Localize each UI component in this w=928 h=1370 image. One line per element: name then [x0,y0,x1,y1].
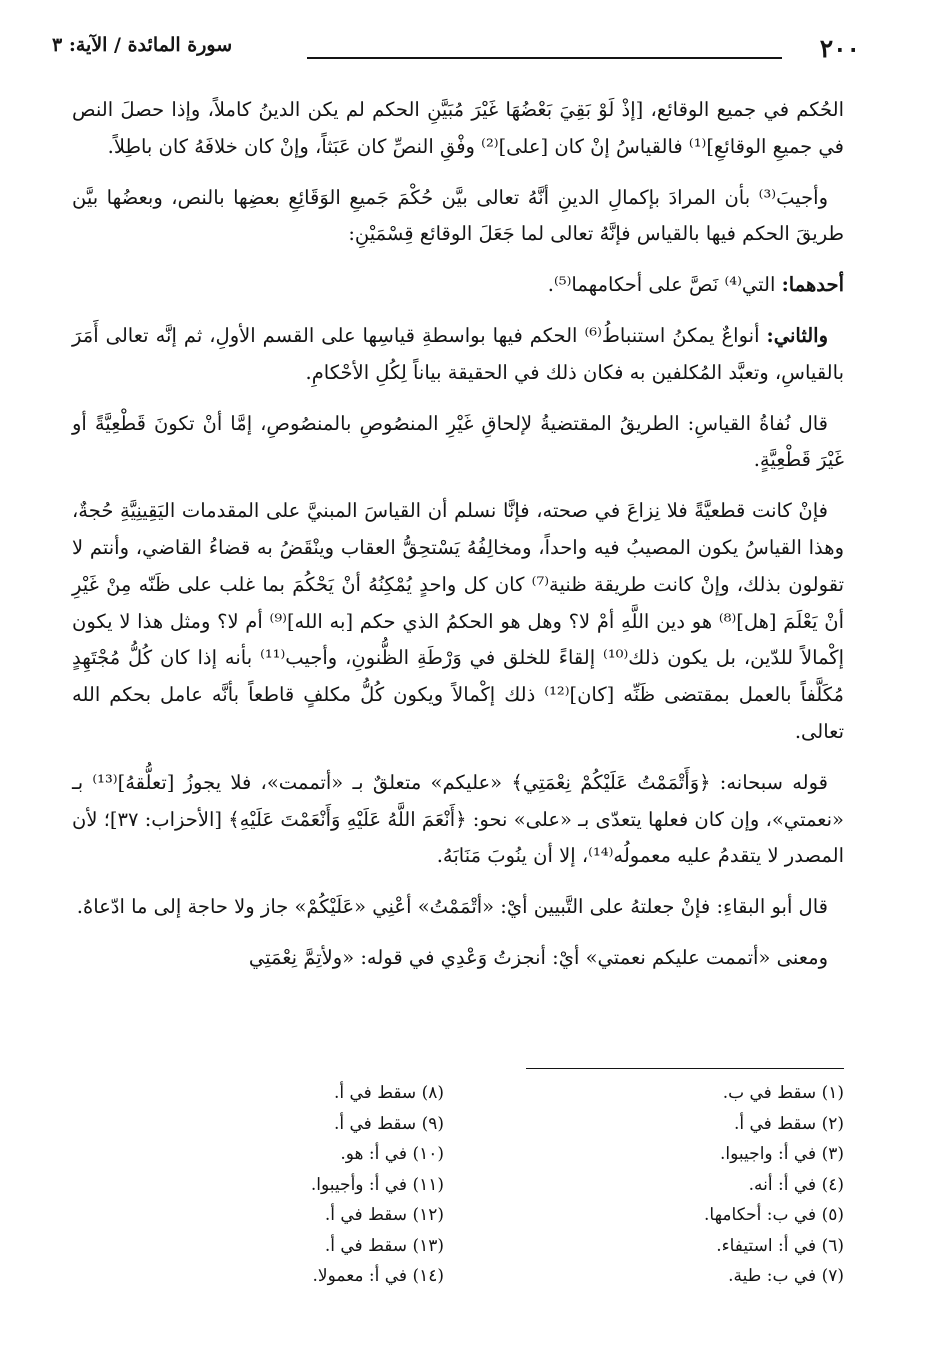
paragraph-text: وأجيبَ⁽³⁾ بأن المرادَ بإكمالِ الدينِ أنَّهُ تعالى بيَّن حُكْمَ جَميعِ الوَقَائِعِ بعضِها بالنص، وبعضُها بيَّن طريقَ الحكم فيها بالقياس فإنَّهُ تعالى لما جَعَلَ الوقائع قِسْمَيْنِ: [72,185,844,246]
footnote: (٢) سقط في أ. [733,1113,844,1134]
footnote: (١٢) سقط في أ. [324,1205,444,1225]
paragraph [72,889,844,926]
paragraph [72,318,844,392]
footnote: (٩) سقط في أ. [333,1113,444,1134]
page-number: ٢٠٠ [819,34,860,63]
paragraph-text: قال نُفاةُ القياسِ: الطريقُ المقتضيةُ لإلحاقِ غَيْرِ المنصُوصِ بالمنصُوصِ، إمَّا أنْ تكونَ قَطْعِيَّةً أو غَيْرَ قَطْعِيَّةٍ. [72,411,844,472]
paragraph-text: الحُكم في جميع الوقائع، [إذْ لَوْ بَقِيَ بَعْضُهَا غَيْرَ مُبَيَّنِ الحكم لم يكن الدينُ كاملاً، وإذا حصلَ النص في جميعِ الوقائعِ]⁽¹⁾ فالقياسُ إنْ كان [على]⁽²⁾ وفْقِ النصِّ كان عَبَثاً، وإنْ كان خلافَهُ كان باطِلاً. [72,98,844,158]
paragraph [72,940,844,977]
paragraph [72,765,844,875]
page-header [52,30,860,70]
paragraph-text: قوله سبحانه: ﴿وَأَتْمَمْتُ عَلَيْكُمْ نِعْمَتِي﴾ «عليكم» متعلقٌ بـ «أتممت»، فلا يجوزُ [تعلُّقهُ]⁽¹³⁾ بـ «نعمتي»، وإن كان فعلها يتعدّى بـ «على» نحو: ﴿أَنْعَمَ اللَّهُ عَلَيْهِ وَأَنْعَمْتَ عَلَيْهِ﴾ [الأحزاب: ٣٧]؛ لأن المصدر لا يتقدمُ عليه معمولُه⁽¹⁴⁾، إلا أن ينُوبَ مَنَابَهُ. [72,770,844,868]
footnotes-left-column [144,1078,444,1292]
paragraph-text: ومعنى «أتممت عليكم نعمتي» أيْ: أنجزتُ وَعْدِي في قوله: «ولأتِمَّ نِعْمَتِي [248,945,828,969]
paragraph [72,92,844,166]
paragraph-text: قال أبو البقاءِ: فإنْ جعلتهُ على التَّبيين أيْ: «أتْمَمْتُ» أعْنِي «عَلَيْكُمْ» جاز ولا حاجة إلى ما ادّعاهُ. [76,895,828,919]
footnotes [72,1078,844,1328]
footnote: (٥) في ب: أحكامها. [704,1205,844,1225]
paragraph-lead: والثاني: [766,323,828,347]
footnote: (٣) في أ: واجيبوا. [720,1144,844,1164]
paragraph [72,493,844,751]
paragraph-text: التي⁽⁴⁾ نَصَّ على أحكامهما⁽⁵⁾. [547,273,776,297]
paragraph-text: أنواعٌ يمكنُ استنباطُ⁽⁶⁾ الحكم فيها بواسطةِ قياسِها على القسم الأولِ، ثم إنَّه تعالى أَمَرَ بالقياسِ، وتعبَّد المُكلفين به فكان ذلك في الحقيقة بياناً لِكُلِ الأحْكامِ. [72,323,844,384]
footnote: (٤) في أ: أنه. [748,1174,844,1195]
main-text [72,92,844,991]
paragraph [72,406,844,480]
footnote: (٦) في أ: استيفاء. [716,1235,844,1256]
footnote: (٧) في ب: طية. [728,1266,844,1286]
footnote: (١٣) سقط في أ. [324,1235,444,1256]
footnote: (١٠) في أ: هو. [340,1144,444,1164]
header-rule [307,57,782,59]
paragraph [72,267,844,304]
footnote-separator [526,1068,844,1069]
paragraph-text: فإنْ كانت قطعيَّةً فلا نِزاعَ في صحته، فإنَّا نسلم أن القياسَ المبنيَّ على المقدمات اليَقِينِيَّةِ حُجةٌ، وهذا القياسُ يكون المصيبُ فيه واحداً، ومخالِفُهُ يَسْتحِقُّ العقاب وينْقَضُ به قضاءُ القاضي، وأنتم لا تقولون بذلك، وإنْ كانت طريقة ظنية⁽⁷⁾ كان كل واحدٍ يُمْكِنُهُ أنْ يَحْكُمَ بما غلب على ظَنّه مِنْ غَيْرِ أنْ يَعْلَمَ [هل]⁽⁸⁾ هو دين اللَّهِ أمْ لا؟ وهل هو الحكمُ الذي حكم [به الله]⁽⁹⁾ أم لا؟ ومثل هذا لا يكون إكْمالاً للدّين، بل يكون ذلك⁽¹⁰⁾ إلقاءً للخلق في وَرْطَةِ الظُّنونِ، وأجيب⁽¹¹⁾ بأنه إذا كان كُلُّ مُجْتَهِدٍ مُكَلَّفاً بالعمل بمقتضى ظَنِّه [كان]⁽¹²⁾ ذلك إكْمالاً ويكون كُلُّ مكلفٍ قاطعاً بأنَّه عامل بحكم الله تعالى. [72,499,844,743]
footnote: (١) سقط في ب. [722,1083,844,1103]
footnote: (١١) في أ: وأجيبوا. [310,1174,444,1195]
footnotes-right-column [514,1078,844,1292]
paragraph-lead: أحدهما: [781,273,844,297]
footnote: (١٤) في أ: معمولا. [312,1266,444,1286]
running-title: سورة المائدة / الآية: ٣ [52,34,233,56]
paragraph [72,180,844,254]
footnote: (٨) سقط في أ. [333,1083,444,1103]
